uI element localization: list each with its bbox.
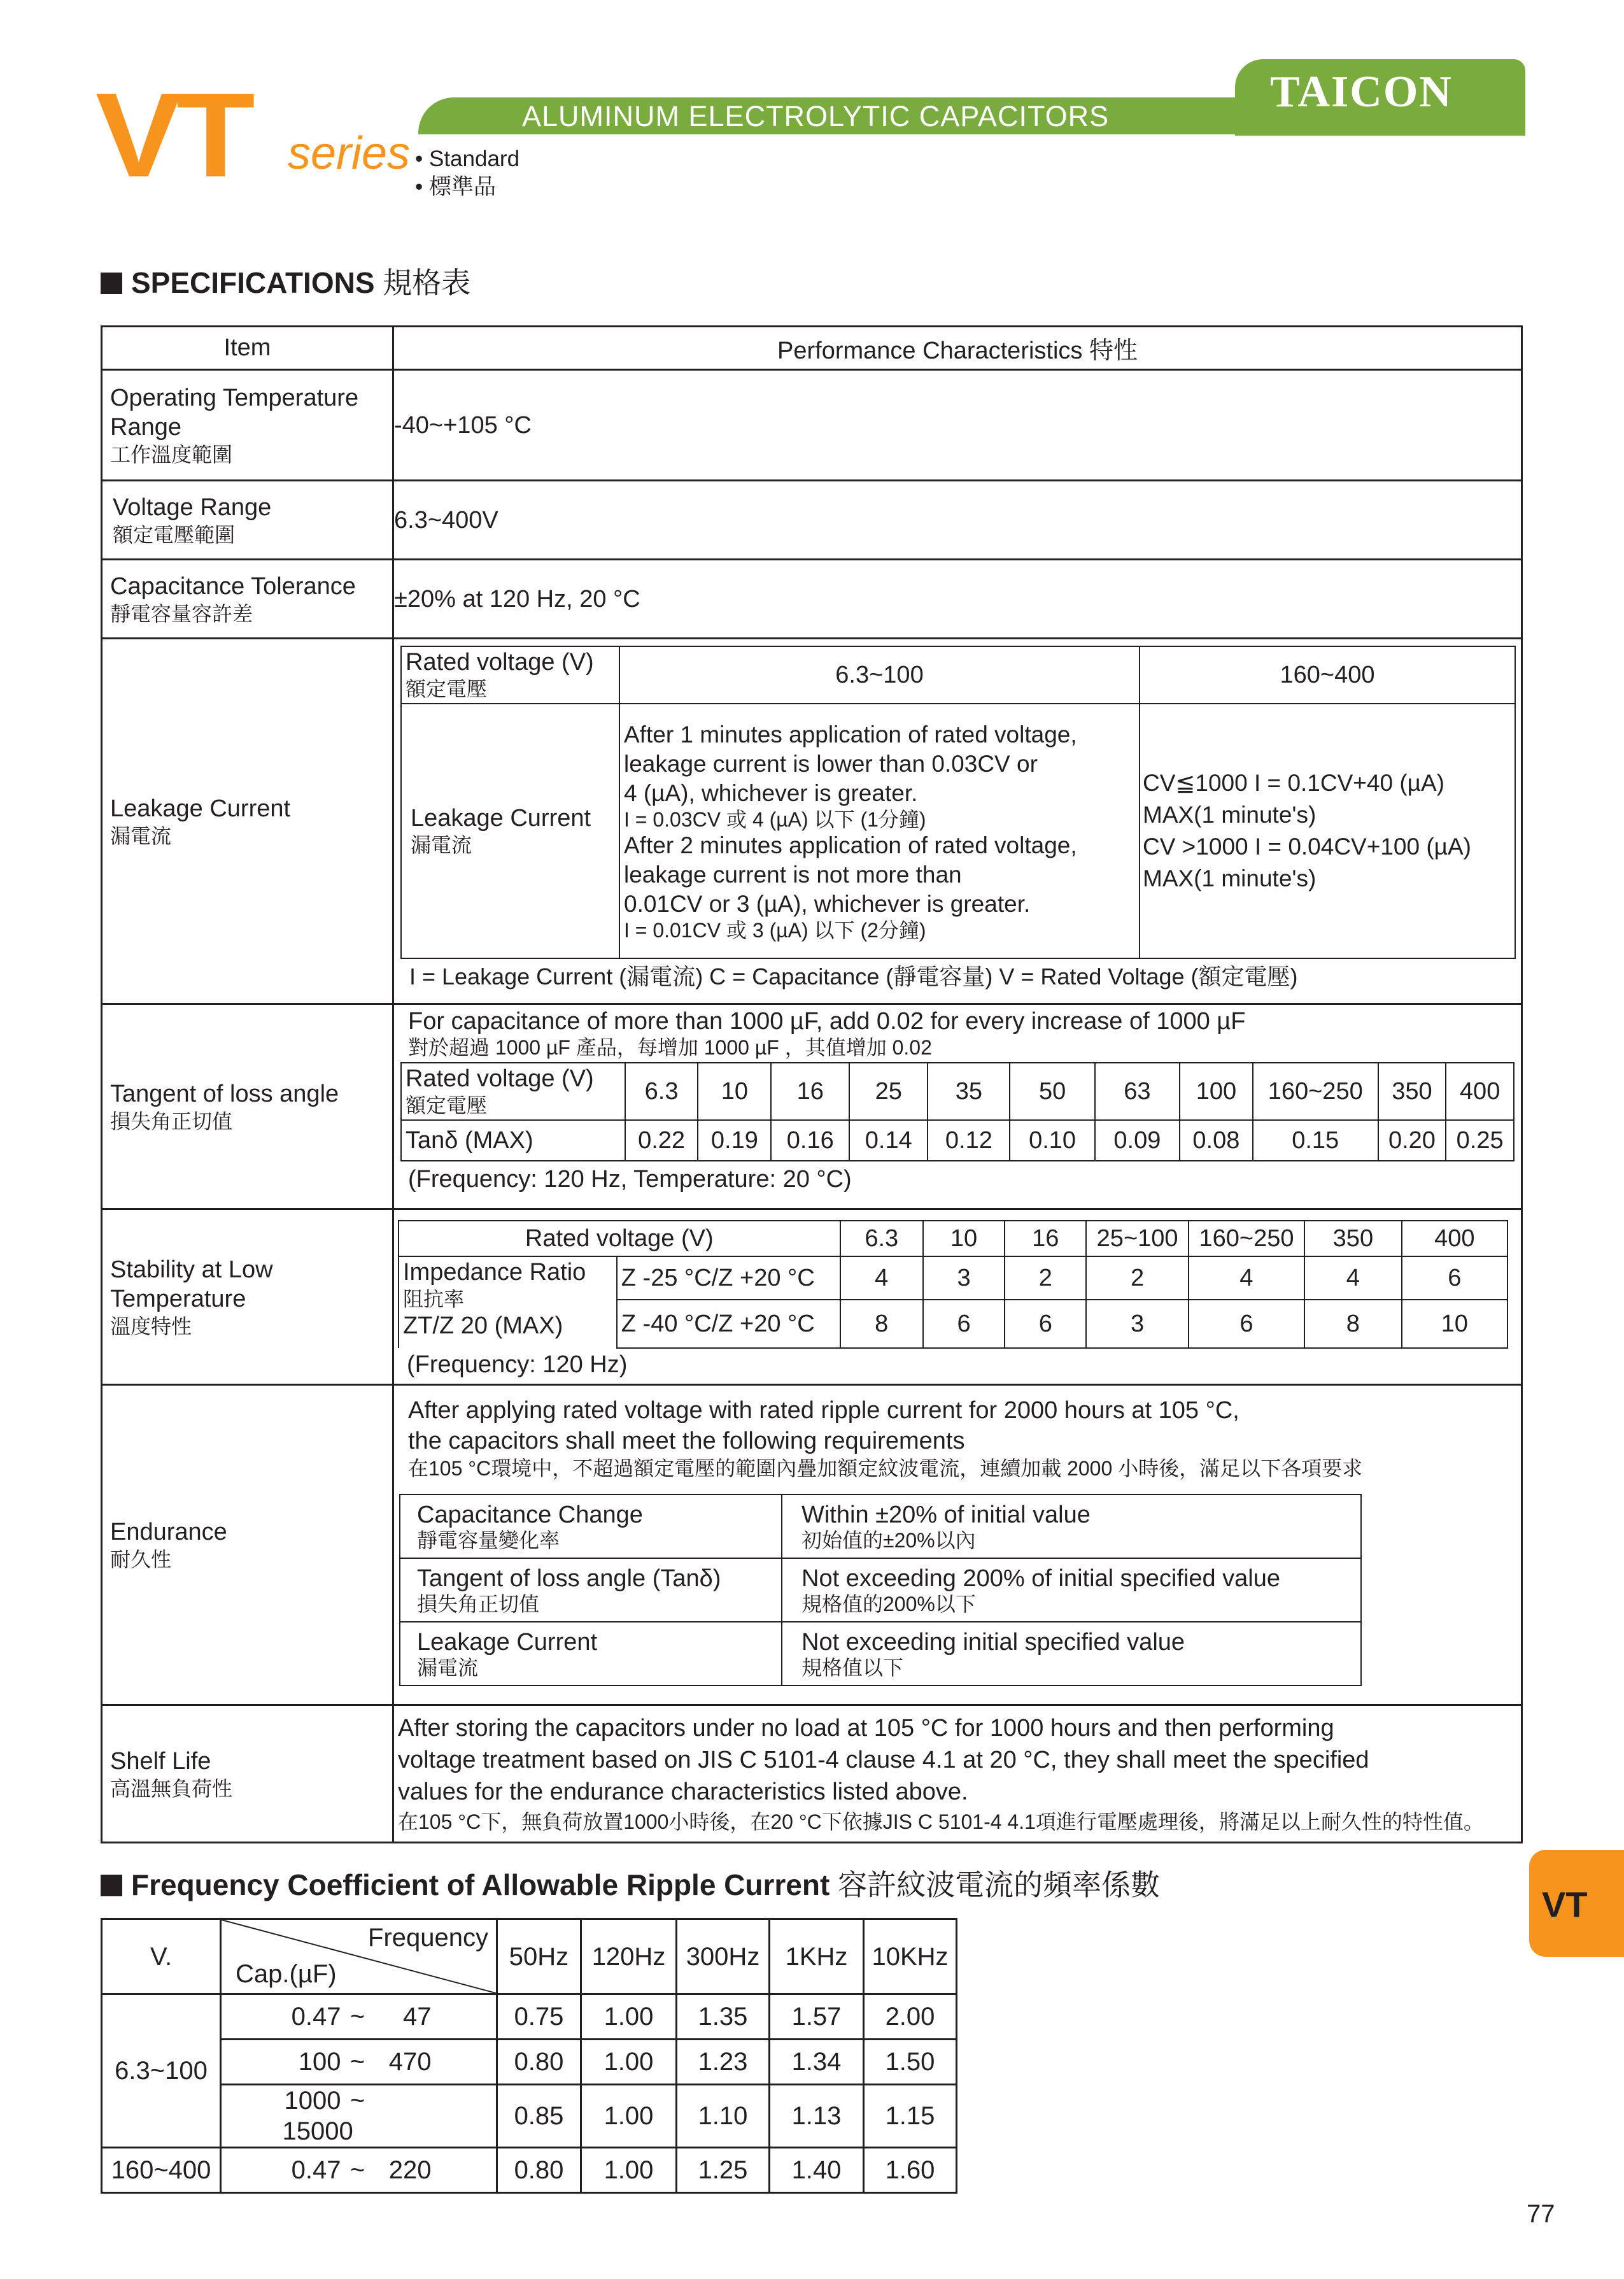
voltage-header: V. (102, 1919, 221, 1994)
tangent-value-cell: 0.10 (1010, 1120, 1094, 1161)
frequency-column-header: 1KHz (770, 1919, 864, 1994)
impedance-row1-cell: 3 (923, 1256, 1005, 1300)
item-shelf-life: Shelf Life 高溫無負荷性 (102, 1705, 393, 1843)
tangent-value-cell: 0.22 (625, 1120, 698, 1161)
spec-row-low-temperature (102, 1209, 1522, 1385)
series-side-tab-label: VT (1542, 1884, 1588, 1924)
leakage-range-low: 6.3~100 (619, 646, 1140, 704)
series-subtitle: • Standard • 標準品 (415, 146, 520, 199)
leakage-current-label: Leakage Current 漏電流 (401, 704, 619, 958)
frequency-coefficient-cell: 1.00 (581, 2085, 677, 2148)
frequency-row (102, 2085, 957, 2148)
endurance-requirement: Not exceeding initial specified value 規格值以下 (782, 1622, 1361, 1686)
frequency-coefficient-cell: 1.60 (864, 2148, 957, 2193)
item-capacitance-tolerance: Capacitance Tolerance 靜電容量容許差 (102, 560, 393, 639)
impedance-row1-cell: 4 (1304, 1256, 1401, 1300)
endurance-requirement: Within ±20% of initial value 初始值的±20%以內 (782, 1494, 1361, 1558)
endurance-criterion: Capacitance Change 靜電容量變化率 (400, 1494, 782, 1558)
tangent-value-cell: 0.09 (1095, 1120, 1180, 1161)
item-tangent: Tangent of loss angle 損失角正切值 (102, 1004, 393, 1209)
tangent-voltage-cell: 100 (1180, 1063, 1253, 1120)
leakage-range-high: 160~400 (1140, 646, 1515, 704)
square-bullet-icon (101, 273, 122, 294)
spec-row-endurance (102, 1385, 1522, 1705)
brand-logo: TAICON (1270, 67, 1453, 117)
impedance-row1-cell: 2 (1005, 1256, 1086, 1300)
value-shelf-life: After storing the capacitors under no load at 105 °C for 1000 hours and then performing voltage treatment based on JIS C 5101-4 clause 4.1 at 20 °C, they shall meet the specified values for the endurance characteristics listed above. 在105 °C下，無負荷放置1000小時後，在20 °C下依據JIS C 5101-4 4.1項進行電壓處理後，將滿足以上耐久性的特性值。 (393, 1705, 1522, 1843)
frequency-row (102, 1994, 957, 2040)
endurance-line-1: After applying rated voltage with rated ripple current for 2000 hours at 105 °C, (408, 1397, 1239, 1424)
frequency-coefficient-cell: 1.00 (581, 2148, 677, 2193)
tangent-frequency-note: (Frequency: 120 Hz, Temperature: 20 °C) (408, 1166, 852, 1193)
value-low-temperature (393, 1209, 1522, 1385)
voltage-group-cell: 160~400 (102, 2148, 221, 2193)
item-operating-temperature: Operating Temperature Range 工作溫度範圍 (102, 370, 393, 481)
value-operating-temperature: -40~+105 °C (393, 370, 1522, 481)
series-word: series (288, 128, 411, 179)
impedance-row2-cell: 3 (1086, 1300, 1188, 1348)
spec-row-shelf-life (102, 1705, 1522, 1843)
frequency-coefficient-cell: 1.40 (770, 2148, 864, 2193)
frequency-coefficient-cell: 1.34 (770, 2040, 864, 2085)
endurance-row (400, 1558, 1361, 1622)
voltage-group-cell: 6.3~100 (102, 1994, 221, 2148)
frequency-column-header: 50Hz (497, 1919, 581, 1994)
square-bullet-icon (101, 1875, 122, 1896)
capacitance-range-cell: 0.47 ~ 47 (221, 1994, 497, 2040)
frequency-coefficient-cell: 1.00 (581, 1994, 677, 2040)
tangent-voltage-cell: 63 (1095, 1063, 1180, 1120)
tangent-voltage-cell: 35 (928, 1063, 1010, 1120)
tangent-voltage-cell: 160~250 (1253, 1063, 1378, 1120)
spec-header-row (102, 327, 1522, 370)
value-voltage-range: 6.3~400V (393, 481, 1522, 560)
endurance-line-zh: 在105 °C環境中，不超過額定電壓的範圍內疊加額定紋波電流，連續加載 2000 小時後，滿足以下各項要求 (408, 1457, 1363, 1480)
impedance-row2-cell: 8 (840, 1300, 923, 1348)
frequency-column-header: 10KHz (864, 1919, 957, 1994)
impedance-row1-cell: 4 (840, 1256, 923, 1300)
low-temperature-voltage-cell: 6.3 (840, 1221, 923, 1256)
endurance-criterion: Tangent of loss angle (Tanδ) 損失角正切值 (400, 1558, 782, 1622)
impedance-row2-cell: 6 (1005, 1300, 1086, 1348)
impedance-row1-cell: 4 (1189, 1256, 1304, 1300)
impedance-row1-cell: 2 (1086, 1256, 1188, 1300)
item-leakage-current: Leakage Current 漏電流 (102, 639, 393, 1004)
frequency-heading: Frequency Coefficient of Allowable Ripple Current 容許紋波電流的頻率係數 (101, 1867, 1160, 1903)
spec-row-tangent (102, 1004, 1522, 1209)
tangent-voltage-cell: 400 (1446, 1063, 1514, 1120)
leakage-high-voltage-spec: CV≦1000 I = 0.1CV+40 (µA) MAX(1 minute's) CV >1000 I = 0.04CV+100 (µA) MAX(1 minute's) (1140, 704, 1515, 958)
frequency-coefficient-cell: 2.00 (864, 1994, 957, 2040)
impedance-row2-cell: 8 (1304, 1300, 1401, 1348)
spec-row-operating-temperature (102, 370, 1522, 481)
low-temperature-voltage-cell: 160~250 (1189, 1221, 1304, 1256)
frequency-coefficient-cell: 1.15 (864, 2085, 957, 2148)
frequency-coefficient-table (101, 1918, 957, 2194)
frequency-row (102, 2148, 957, 2193)
tangent-value-cell: 0.12 (928, 1120, 1010, 1161)
low-temperature-rated-voltage-label: Rated voltage (V) (399, 1221, 840, 1256)
capacitance-range-cell: 1000 ~15000 (221, 2085, 497, 2148)
frequency-coefficient-cell: 1.35 (677, 1994, 770, 2040)
spec-row-voltage-range (102, 481, 1522, 560)
frequency-cap-header (221, 1919, 497, 1994)
frequency-coefficient-cell: 1.10 (677, 2085, 770, 2148)
frequency-column-header: 120Hz (581, 1919, 677, 1994)
endurance-criterion: Leakage Current 漏電流 (400, 1622, 782, 1686)
spec-row-leakage-current (102, 639, 1522, 1004)
tangent-voltage-cell: 350 (1378, 1063, 1446, 1120)
item-endurance: Endurance 耐久性 (102, 1385, 393, 1705)
tangent-value-cell: 0.20 (1378, 1120, 1446, 1161)
impedance-row2-cell: 6 (923, 1300, 1005, 1348)
endurance-requirement: Not exceeding 200% of initial specified value 規格值的200%以下 (782, 1558, 1361, 1622)
low-temperature-voltage-cell: 10 (923, 1221, 1005, 1256)
value-tangent (393, 1004, 1522, 1209)
value-endurance (393, 1385, 1522, 1705)
tangent-voltage-cell: 10 (698, 1063, 771, 1120)
frequency-coefficient-cell: 0.80 (497, 2040, 581, 2085)
tangent-tan-label: Tanδ (MAX) (401, 1120, 625, 1161)
frequency-row (102, 2040, 957, 2085)
frequency-coefficient-cell: 1.57 (770, 1994, 864, 2040)
leakage-subtable (400, 646, 1516, 959)
impedance-row1-cell: 6 (1402, 1256, 1507, 1300)
impedance-ratio-label: Impedance Ratio 阻抗率 ZT/Z 20 (MAX) (399, 1256, 617, 1348)
tangent-voltage-cell: 6.3 (625, 1063, 698, 1120)
low-temperature-voltage-cell: 16 (1005, 1221, 1086, 1256)
tangent-voltage-cell: 16 (771, 1063, 849, 1120)
tangent-value-cell: 0.19 (698, 1120, 771, 1161)
value-capacitance-tolerance: ±20% at 120 Hz, 20 °C (393, 560, 1522, 639)
frequency-coefficient-cell: 1.23 (677, 2040, 770, 2085)
impedance-row1-label: Z -25 °C/Z +20 °C (617, 1256, 840, 1300)
tangent-note-zh: 對於超過 1000 µF 產品，每增加 1000 µF ，其值增加 0.02 (408, 1036, 932, 1059)
low-temperature-frequency-note: (Frequency: 120 Hz) (407, 1351, 628, 1378)
series-logo: VT (95, 68, 250, 202)
impedance-row2-cell: 10 (1402, 1300, 1507, 1348)
frequency-coefficient-cell: 1.13 (770, 2085, 864, 2148)
impedance-row2-label: Z -40 °C/Z +20 °C (617, 1300, 840, 1348)
frequency-coefficient-cell: 1.50 (864, 2040, 957, 2085)
low-temperature-voltage-cell: 350 (1304, 1221, 1401, 1256)
frequency-coefficient-cell: 0.85 (497, 2085, 581, 2148)
frequency-coefficient-cell: 0.75 (497, 1994, 581, 2040)
tangent-rated-voltage-label: Rated voltage (V) 額定電壓 (401, 1063, 625, 1120)
endurance-line-2: the capacitors shall meet the following requirements (408, 1428, 965, 1454)
item-header: Item (102, 327, 393, 370)
specifications-table (101, 325, 1523, 1843)
low-temperature-subtable (398, 1220, 1508, 1349)
frequency-coefficient-cell: 1.25 (677, 2148, 770, 2193)
capacitance-label: Cap.(µF) (236, 1960, 337, 1988)
tangent-value-cell: 0.15 (1253, 1120, 1378, 1161)
frequency-label: Frequency (368, 1924, 488, 1952)
tangent-note: For capacitance of more than 1000 µF, add 0.02 for every increase of 1000 µF (408, 1008, 1246, 1035)
leakage-low-voltage-spec: After 1 minutes application of rated voltage, leakage current is lower than 0.03CV or 4 (µA), whichever is greater. I = 0.03CV 或 4 (µA) 以下 (1分鐘) After 2 minutes application of rated voltage, leakage current is not more than 0.01CV or 3 (µA), whichever is greater. I = 0.01CV 或 3 (µA) 以下 (2分鐘) (619, 704, 1140, 958)
tangent-value-cell: 0.14 (849, 1120, 928, 1161)
spec-row-capacitance-tolerance (102, 560, 1522, 639)
tangent-value-cell: 0.08 (1180, 1120, 1253, 1161)
tangent-subtable (400, 1062, 1515, 1161)
endurance-row (400, 1494, 1361, 1558)
capacitance-range-cell: 100 ~ 470 (221, 2040, 497, 2085)
specifications-heading: SPECIFICATIONS 規格表 (101, 265, 470, 301)
low-temperature-voltage-cell: 25~100 (1086, 1221, 1188, 1256)
leakage-rated-voltage-label: Rated voltage (V) 額定電壓 (401, 646, 619, 704)
capacitance-range-cell: 0.47 ~ 220 (221, 2148, 497, 2193)
tangent-value-cell: 0.25 (1446, 1120, 1514, 1161)
low-temperature-voltage-cell: 400 (1402, 1221, 1507, 1256)
tangent-value-cell: 0.16 (771, 1120, 849, 1161)
category-title: ALUMINUM ELECTROLYTIC CAPACITORS (522, 100, 1110, 132)
endurance-row (400, 1622, 1361, 1686)
frequency-coefficient-cell: 1.00 (581, 2040, 677, 2085)
item-low-temperature: Stability at Low Temperature 溫度特性 (102, 1209, 393, 1385)
impedance-row2-cell: 6 (1189, 1300, 1304, 1348)
performance-header: Performance Characteristics 特性 (393, 327, 1522, 370)
item-voltage-range: Voltage Range 額定電壓範圍 (102, 481, 393, 560)
frequency-coefficient-cell: 0.80 (497, 2148, 581, 2193)
frequency-column-header: 300Hz (677, 1919, 770, 1994)
leakage-legend: I = Leakage Current (漏電流) C = Capacitance (靜電容量) V = Rated Voltage (額定電壓) (409, 963, 1298, 990)
tangent-voltage-cell: 25 (849, 1063, 928, 1120)
value-leakage-current (393, 639, 1522, 1004)
page-number: 77 (1527, 2200, 1555, 2228)
tangent-voltage-cell: 50 (1010, 1063, 1094, 1120)
endurance-subtable (399, 1494, 1362, 1686)
